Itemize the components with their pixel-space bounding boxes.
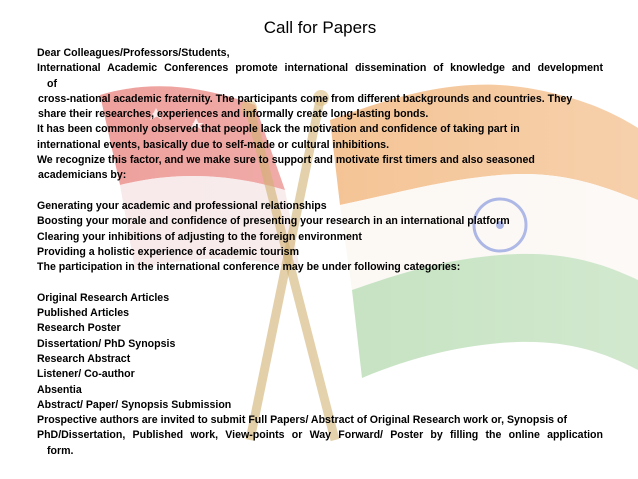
category-item: Abstract/ Paper/ Synopsis Submission <box>37 398 232 411</box>
intro-line: We recognize this factor, and we make sure to support and motivate first timers and also seasoned <box>37 154 535 167</box>
intro-line: of <box>47 77 57 90</box>
category-item: Research Abstract <box>37 352 131 365</box>
intro-line: It has been commonly observed that people lack the motivation and confidence of taking part in <box>37 123 520 136</box>
closing-line: form. <box>47 444 74 457</box>
spacer <box>37 275 603 290</box>
benefit-item: Providing a holistic experience of academic tourism <box>37 245 299 258</box>
category-item: Original Research Articles <box>37 291 170 304</box>
category-item: Research Poster <box>37 322 121 335</box>
intro-line: International Academic Conferences promote international dissemination of knowledge and development <box>37 62 603 75</box>
intro-line: cross-national academic fraternity. The participants come from different backgrounds and countries. They <box>38 92 573 105</box>
intro-line: share their researches, experiences and informally create long-lasting bonds. <box>38 108 429 121</box>
text-block <box>37 46 603 459</box>
category-item: Published Articles <box>37 307 130 320</box>
greeting: Dear Colleagues/Professors/Students, <box>37 47 230 59</box>
benefit-item: Clearing your inhibitions of adjusting to the foreign environment <box>37 230 362 243</box>
intro-line: international events, basically due to self-made or cultural inhibitions. <box>37 138 390 151</box>
closing-line: PhD/Dissertation, Published work, View-points or Way Forward/ Poster by filling the online application <box>37 429 603 442</box>
intro-line: academicians by: <box>38 169 127 182</box>
category-item: Absentia <box>37 383 82 396</box>
closing-line: Prospective authors are invited to submit Full Papers/ Abstract of Original Research work or, Synopsis of <box>37 414 568 427</box>
category-item: Dissertation/ PhD Synopsis <box>37 337 176 350</box>
benefit-item: The participation in the international conference may be under following categories: <box>37 261 461 274</box>
benefit-item: Generating your academic and professional relationships <box>37 199 327 212</box>
category-item: Listener/ Co-author <box>37 368 135 381</box>
spacer <box>37 184 603 199</box>
page-title: Call for Papers <box>263 18 377 37</box>
benefit-item: Boosting your morale and confidence of presenting your research in an international platform <box>37 215 510 228</box>
